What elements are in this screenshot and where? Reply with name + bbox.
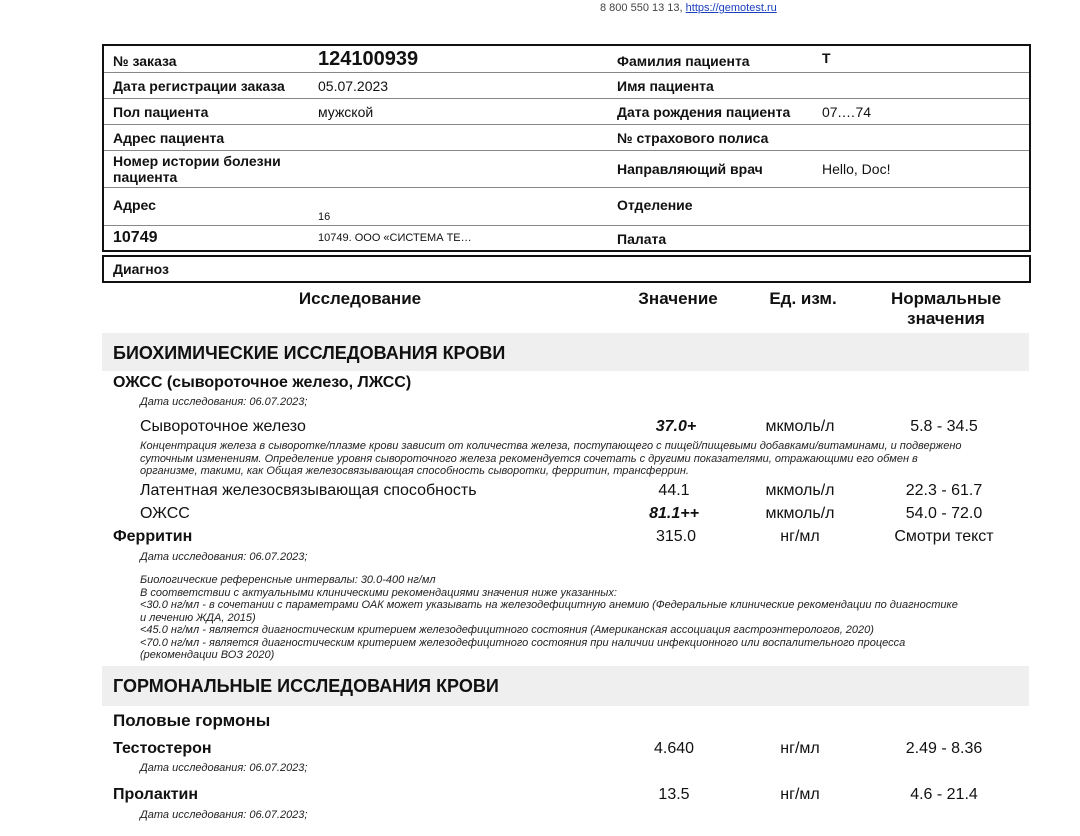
section-biochem: БИОХИМИЧЕСКИЕ ИССЛЕДОВАНИЯ КРОВИ <box>113 343 506 363</box>
address-label: Адрес <box>113 197 156 213</box>
hormones-subtitle: Половые гормоны <box>113 711 271 730</box>
test-value: 13.5 <box>658 786 690 803</box>
test-name: Пролактин <box>113 786 199 803</box>
ferritin-norm: Смотри текст <box>894 528 994 545</box>
ferritin-unit: нг/мл <box>780 528 820 545</box>
dob: 07.…74 <box>822 104 872 120</box>
surname-label: Фамилия пациента <box>617 53 750 69</box>
department-label: Отделение <box>617 197 693 213</box>
test-value: 81.1++ <box>649 505 699 522</box>
reg-date: 05.07.2023 <box>318 78 389 94</box>
test-unit: мкмоль/л <box>765 482 835 499</box>
ferritin-name: Ферритин <box>113 528 193 545</box>
col-value: Значение <box>638 289 718 308</box>
sex-label: Пол пациента <box>113 104 209 120</box>
test-norm: 4.6 - 21.4 <box>910 786 978 803</box>
test-name: Латентная железосвязывающая способность <box>140 482 477 499</box>
dob-label: Дата рождения пациента <box>617 104 791 120</box>
ferritin-note: Биологические референсные интервалы: 30.0-400 нг/мл В соответствии с актуальными клиническими рекомендациями значения ниже указанных: <30.0 нг/мл - в сочетании с параметрами ОАК может указывать на железодефицитную анемию (Федеральные клинические рекомендации по диагностике и лечению ЖДА, 2015) <45.0 нг/мл - является диагностическим критерием железодефицитного состояния (Американская ассоциация гастроэнтерологов, 2020) <70.0 нг/мл - является диагностическим критерием железодефицитного состояния при наличии инфекционного или воспалительного процесса (рекомендации ВОЗ 2020) <box>140 574 958 661</box>
test-unit: мкмоль/л <box>765 418 835 435</box>
lab-link[interactable]: https://gemotest.ru <box>685 2 777 14</box>
diagnosis-label: Диагноз <box>113 261 169 277</box>
col-study: Исследование <box>298 289 422 308</box>
name-label: Имя пациента <box>617 78 714 94</box>
doctor: Hello, Doc! <box>822 161 891 177</box>
policy-label: № страхового полиса <box>617 130 769 146</box>
test-norm: 5.8 - 34.5 <box>910 418 978 435</box>
iron-note: Концентрация железа в сыворотке/плазме крови зависит от количества железа, поступающего с пищей/пищевыми добавками/витаминами, и подвержено суточным изменениям. Определение уровня сывороточного железа рекомендуется сочетать с другими показателями, отражающими его обмен в организме, такими, как Общая железосвязывающая способность сыворотки, ферритин, трансферрин. <box>140 440 962 477</box>
reg-date-label: Дата регистрации заказа <box>113 78 285 94</box>
iron-panel-title: ОЖСС (сывороточное железо, ЛЖСС) <box>113 374 412 391</box>
organization: 10749. ООО «СИСТЕМА ТЕ… <box>318 232 472 244</box>
test-date: Дата исследования: 06.07.2023; <box>140 762 308 774</box>
test-date: Дата исследования: 06.07.2023; <box>140 809 308 821</box>
test-unit: нг/мл <box>780 786 820 803</box>
patient-info-table <box>102 44 1031 252</box>
ferritin-value: 315.0 <box>655 528 697 545</box>
address-fragment: 16 <box>318 211 331 223</box>
test-unit: мкмоль/л <box>765 505 835 522</box>
test-value: 44.1 <box>658 482 690 499</box>
phone: 8 800 550 13 13, <box>600 2 683 14</box>
col-unit: Ед. изм. <box>769 289 837 308</box>
test-value: 4.640 <box>653 740 695 757</box>
doctor-label: Направляющий врач <box>617 161 763 177</box>
lab-contacts <box>600 2 777 15</box>
order-number: 124100939 <box>318 48 419 70</box>
test-name: ОЖСС <box>140 505 190 522</box>
patient-address-label: Адрес пациента <box>113 130 225 146</box>
col-norm: Нормальные значения <box>890 289 1002 328</box>
test-name: Тестостерон <box>113 740 212 757</box>
test-norm: 2.49 - 8.36 <box>905 740 983 757</box>
ward-label: Палата <box>617 231 667 247</box>
iron-date: Дата исследования: 06.07.2023; <box>140 396 308 408</box>
sex: мужской <box>318 104 374 120</box>
test-norm: 54.0 - 72.0 <box>905 505 983 522</box>
surname: Т <box>822 50 831 66</box>
ferritin-date: Дата исследования: 06.07.2023; <box>140 551 308 563</box>
test-name: Сывороточное железо <box>140 418 306 435</box>
test-value: 37.0+ <box>655 418 697 435</box>
client-code: 10749 <box>113 229 158 246</box>
section-hormones: ГОРМОНАЛЬНЫЕ ИССЛЕДОВАНИЯ КРОВИ <box>113 676 499 696</box>
test-unit: нг/мл <box>780 740 820 757</box>
test-norm: 22.3 - 61.7 <box>905 482 983 499</box>
order-label: № заказа <box>113 53 177 69</box>
diagnosis-box <box>102 255 1031 283</box>
history-label: Номер истории болезни пациента <box>113 153 281 185</box>
